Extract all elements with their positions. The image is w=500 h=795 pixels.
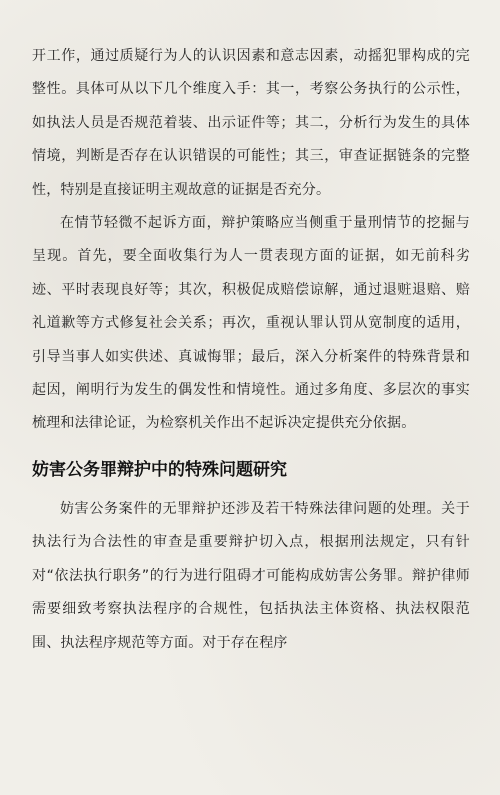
section-heading: 妨害公务罪辩护中的特殊问题研究 — [32, 459, 287, 480]
body-paragraph: 妨害公务案件的无罪辩护还涉及若干特殊法律问题的处理。关于执法行为合法性的审查是重要辩护切入点，根据刑法规定，只有针对“依法执行职务”的行为进行阻碍才可能构成妨害公务罪。辩护律师需要细致考察执法程序的合规性，包括执法主体资格、执法权限范围、执法程序规范等方面。对于存在程序 — [32, 500, 470, 651]
body-paragraph: 在情节轻微不起诉方面，辩护策略应当侧重于量刑情节的挖掘与呈现。首先，要全面收集行为人一贯表现方面的证据，如无前科劣迹、平时表现良好等；其次，积极促成赔偿谅解，通过退赃退赔、赔礼道歉等方式修复社会关系；再次，重视认罪认罚从宽制度的适用，引导当事人如实供述、真诚悔罪；最后，深入分析案件的特殊背景和起因，阐明行为发生的偶发性和情境性。通过多角度、多层次的事实梳理和法律论证，为检察机关作出不起诉决定提供充分依据。 — [32, 215, 470, 432]
body-paragraph: 开工作，通过质疑行为人的认识因素和意志因素，动摇犯罪构成的完整性。具体可从以下几个维度入手：其一，考察公务执行的公示性，如执法人员是否规范着装、出示证件等；其二，分析行为发生的具体情境，判断是否存在认识错误的可能性；其三，审查证据链条的完整性，特别是直接证明主观故意的证据是否充分。 — [32, 48, 470, 198]
